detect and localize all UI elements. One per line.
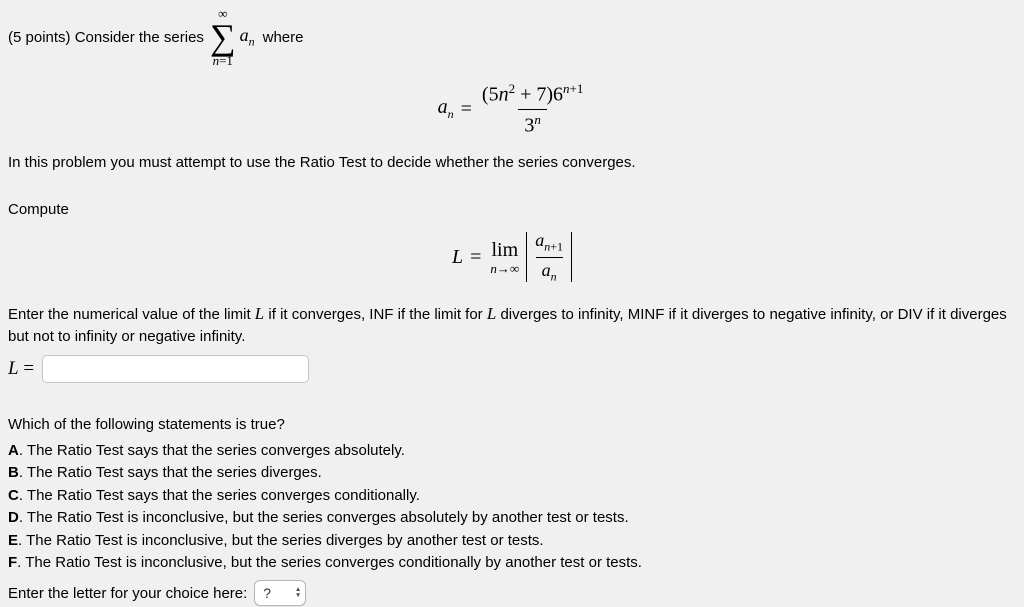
math-L: L: [254, 304, 265, 323]
limit-answer-input[interactable]: [42, 355, 309, 383]
select-stepper-arrows-icon: [295, 587, 301, 601]
subscript: n+1: [544, 239, 563, 254]
limit-formula: [8, 230, 1016, 284]
choice-text: The Ratio Test is inconclusive, but the series diverges by another test or tests.: [26, 531, 544, 549]
letter-choice-select[interactable]: [254, 580, 306, 606]
choice-text: The Ratio Test says that the series diverges.: [26, 464, 322, 482]
series-intro-line: [8, 4, 1016, 70]
choice-letter: F: [8, 554, 18, 572]
sum-upper-limit: ∞: [218, 5, 228, 21]
limit-answer-label: L =: [8, 358, 35, 379]
summation-symbol: [210, 7, 236, 67]
choice-row-d: D. The Ratio Test is inconclusive, but the series converges absolutely by another test or tests.: [8, 509, 629, 527]
limit-answer-row: [8, 353, 1016, 385]
sum-lower-limit: n=1: [212, 53, 233, 69]
term-definition-formula: [8, 80, 1016, 138]
choice-letter: A: [8, 442, 19, 459]
ratio-test-sentence: In this problem you must attempt to use the Ratio Test to decide whether the series converges.: [8, 154, 636, 171]
math-L: L: [486, 304, 497, 323]
letter-choice-label: Enter the letter for your choice here:: [8, 584, 248, 602]
points-and-intro-text: (5 points) Consider the series: [8, 28, 204, 46]
intro-suffix-text: where: [262, 28, 304, 46]
choice-text: The Ratio Test is inconclusive, but the series converges absolutely by another test or tests.: [26, 509, 629, 527]
choice-letter: E: [8, 531, 19, 549]
choice-text: The Ratio Test says that the series converges absolutely.: [26, 442, 405, 459]
question-text: Which of the following statements is true?: [8, 416, 285, 433]
definition-lhs: $a_n$: [437, 96, 454, 121]
ratio-fraction: [532, 230, 566, 284]
choice-row-b: B. The Ratio Test says that the series diverges.: [8, 464, 322, 482]
answer-instructions: Enter the numerical value of the limit L if it converges, INF if the limit for L diverges to infinity, MINF if it diverges to negative infinity, or DIV if it diverges but not to infinity or negative infinity.: [8, 304, 1007, 345]
lim-subscript: n→∞: [490, 260, 520, 276]
ratio-numerator: $a_{n+1}$: [535, 229, 563, 254]
select-current-value: ?: [263, 585, 272, 602]
choice-text: The Ratio Test says that the series converges conditionally.: [26, 486, 420, 504]
equals-sign: =: [460, 97, 472, 120]
letter-choice-row: [8, 579, 1016, 607]
compute-label: Compute: [8, 201, 69, 218]
sigma-icon: ∑: [209, 16, 236, 57]
choice-letter: B: [8, 464, 19, 482]
choice-row-c: C. The Ratio Test says that the series converges conditionally.: [8, 486, 420, 504]
lim-operator: lim n→∞: [490, 238, 520, 276]
absolute-value-bars: [526, 229, 572, 284]
choices-list: [8, 440, 1016, 574]
definition-fraction: [479, 81, 586, 137]
fraction-numerator: $(5n^2 + 7)6^{n+1}$: [481, 80, 584, 106]
limit-lhs: L: [452, 245, 464, 268]
exponent: n+1: [563, 80, 584, 96]
fraction-denominator: 3$^n$: [518, 109, 547, 138]
choice-letter: D: [8, 509, 19, 527]
arrow-down-icon: ▼: [294, 592, 302, 600]
choice-row-e: E. The Ratio Test is inconclusive, but the series diverges by another test or tests.: [8, 531, 544, 549]
choice-row-a: A. The Ratio Test says that the series converges absolutely.: [8, 442, 405, 459]
ratio-denominator: $a_n$: [536, 257, 563, 285]
arrow-up-icon: ▲: [294, 585, 302, 593]
series-term: $a_n$: [239, 24, 255, 49]
choice-text: The Ratio Test is inconclusive, but the series converges conditionally by another test or tests.: [25, 554, 642, 572]
choice-row-f: F. The Ratio Test is inconclusive, but the series converges conditionally by another test or tests.: [8, 554, 642, 572]
equals-sign: =: [470, 245, 482, 268]
choice-letter: C: [8, 486, 19, 504]
